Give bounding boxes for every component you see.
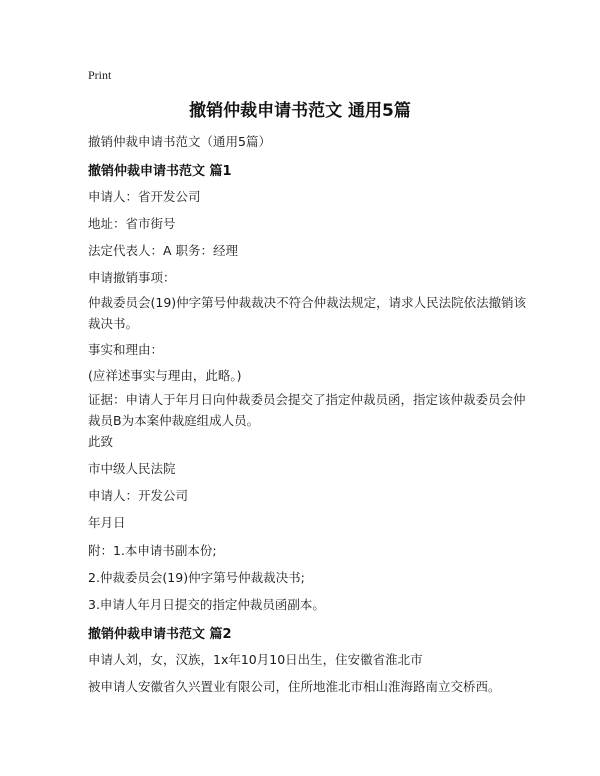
court-line: 市中级人民法院 [88, 461, 176, 476]
attachment-2: 2.仲裁委员会(19)仲字第号仲裁裁决书; [88, 570, 305, 585]
applicant-2-line: 申请人刘，女，汉族，1x年10月10日出生，住安徽省淮北市 [88, 652, 423, 667]
matters-body: 仲裁委员会(19)仲字第号仲裁裁决不符合仲裁法规定，请求人民法院依法撤销该裁决书。 [88, 295, 527, 331]
respondent-line: 被申请人安徽省久兴置业有限公司，住所地淮北市相山淮海路南立交桥西。 [88, 679, 501, 694]
signature-line: 申请人：开发公司 [88, 488, 189, 503]
facts-body: (应祥述事实与理由，此略。) [88, 368, 242, 383]
section-1-heading: 撤销仲裁申请书范文 篇1 [88, 164, 232, 179]
date-line: 年月日 [88, 515, 126, 530]
legal-rep-line: 法定代表人：A 职务：经理 [88, 243, 239, 258]
salutation-line: 此致 [88, 434, 114, 449]
intro-line: 撤销仲裁申请书范文（通用5篇） [88, 134, 271, 149]
document-title: 撤销仲裁申请书范文 通用5篇 [189, 101, 411, 121]
evidence-paragraph: 证据：申请人于年月日向仲裁委员会提交了指定仲裁员函，指定该仲裁委员会仲裁员B为本案仲裁庭组成人员。 [88, 392, 526, 428]
address-line: 地址：省市街号 [88, 216, 176, 231]
section-2-heading: 撤销仲裁申请书范文 篇2 [88, 627, 232, 642]
print-link[interactable]: Print [88, 68, 112, 82]
attachment-1: 附：1.本申请书副本份; [88, 543, 217, 558]
facts-heading: 事实和理由： [88, 342, 164, 357]
matters-heading: 申请撤销事项： [88, 270, 176, 285]
applicant-line: 申请人：省开发公司 [88, 189, 201, 204]
attachment-3: 3.申请人年月日提交的指定仲裁员函副本。 [88, 597, 325, 612]
